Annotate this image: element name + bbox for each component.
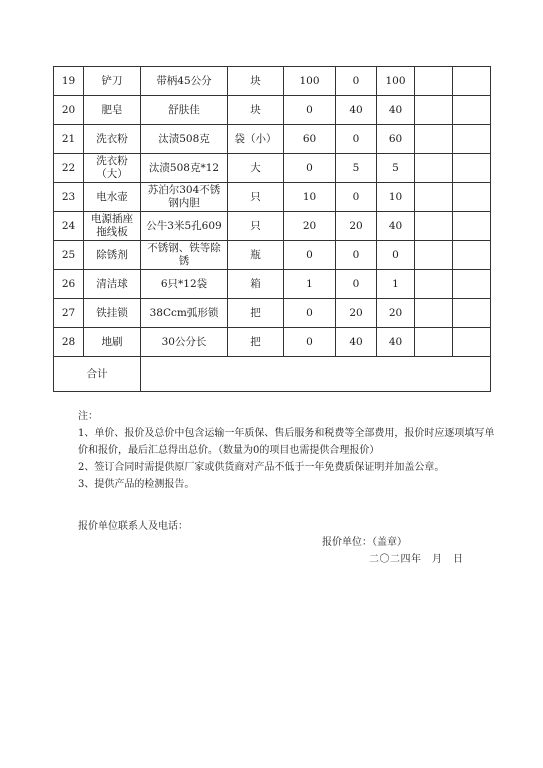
item-unit: 瓶: [228, 241, 284, 270]
item-name: 清洁球: [84, 270, 141, 299]
item-unit: 大: [228, 154, 284, 183]
item-spec: 汰渍508克*12: [141, 154, 228, 183]
unit-price[interactable]: [415, 299, 453, 328]
row-number: 26: [54, 270, 84, 299]
qty-total: 40: [377, 96, 415, 125]
qty-b: 40: [336, 328, 377, 357]
item-spec: 苏泊尔304不锈钢内胆: [141, 183, 228, 212]
quote-unit-label: 报价单位：（盖章）: [322, 537, 407, 548]
row-number: 27: [54, 299, 84, 328]
table-row: [54, 67, 491, 96]
unit-price[interactable]: [415, 328, 453, 357]
item-unit: 块: [228, 96, 284, 125]
qty-a: 100: [284, 67, 336, 96]
unit-price[interactable]: [415, 125, 453, 154]
qty-b: 5: [336, 154, 377, 183]
item-spec: 汰渍508克: [141, 125, 228, 154]
item-spec: 舒肤佳: [141, 96, 228, 125]
row-number: 23: [54, 183, 84, 212]
qty-total: 40: [377, 212, 415, 241]
unit-price[interactable]: [415, 154, 453, 183]
qty-a: 20: [284, 212, 336, 241]
quote-price[interactable]: [453, 154, 491, 183]
item-unit: 把: [228, 299, 284, 328]
quote-price[interactable]: [453, 67, 491, 96]
row-number: 22: [54, 154, 84, 183]
qty-a: 10: [284, 183, 336, 212]
quote-price[interactable]: [453, 328, 491, 357]
table-row: [54, 299, 491, 328]
qty-total: 0: [377, 241, 415, 270]
qty-b: 0: [336, 125, 377, 154]
quote-price[interactable]: [453, 212, 491, 241]
qty-total: 5: [377, 154, 415, 183]
notes-section: [78, 408, 498, 493]
item-name: 肥皂: [84, 96, 141, 125]
row-number: 19: [54, 67, 84, 96]
qty-total: 10: [377, 183, 415, 212]
qty-b: 0: [336, 270, 377, 299]
row-number: 24: [54, 212, 84, 241]
item-name: 地刷: [84, 328, 141, 357]
item-name: 铁挂锁: [84, 299, 141, 328]
table-row: [54, 125, 491, 154]
item-spec: 38Ccm弧形锁: [141, 299, 228, 328]
qty-total: 100: [377, 67, 415, 96]
unit-price[interactable]: [415, 270, 453, 299]
total-row: [54, 357, 491, 392]
qty-a: 0: [284, 154, 336, 183]
unit-price[interactable]: [415, 183, 453, 212]
item-spec: 不锈钢、铁等除锈: [141, 241, 228, 270]
notes-heading: 注：: [78, 411, 98, 422]
item-unit: 袋（小）: [228, 125, 284, 154]
qty-total: 1: [377, 270, 415, 299]
item-name: 除锈剂: [84, 241, 141, 270]
quote-price[interactable]: [453, 96, 491, 125]
quote-price[interactable]: [453, 299, 491, 328]
table-row: [54, 154, 491, 183]
row-number: 25: [54, 241, 84, 270]
unit-price[interactable]: [415, 96, 453, 125]
item-name: 电水壶: [84, 183, 141, 212]
qty-a: 0: [284, 299, 336, 328]
row-number: 20: [54, 96, 84, 125]
table-row: [54, 270, 491, 299]
item-spec: 30公分长: [141, 328, 228, 357]
qty-total: 60: [377, 125, 415, 154]
unit-price[interactable]: [415, 241, 453, 270]
total-label: 合计: [54, 357, 141, 392]
qty-total: 40: [377, 328, 415, 357]
table-row: [54, 241, 491, 270]
table-row: [54, 183, 491, 212]
qty-a: 0: [284, 96, 336, 125]
quote-price[interactable]: [453, 270, 491, 299]
unit-price[interactable]: [415, 212, 453, 241]
item-spec: 公牛3米5孔609: [141, 212, 228, 241]
item-spec: 6只*12袋: [141, 270, 228, 299]
total-value[interactable]: [141, 357, 491, 392]
qty-a: 1: [284, 270, 336, 299]
table-row: [54, 212, 491, 241]
item-name: 洗衣粉（大）: [84, 154, 141, 183]
qty-b: 0: [336, 241, 377, 270]
row-number: 28: [54, 328, 84, 357]
note-item-1: 1、单价、报价及总价中包含运输一年质保、售后服务和税费等全部费用，报价时应逐项填写单价和报价，最后汇总得出总价。（数量为0的项目也需提供合理报价）: [78, 428, 495, 456]
item-unit: 只: [228, 183, 284, 212]
note-item-3: 3、提供产品的检测报告。: [78, 479, 195, 490]
item-unit: 块: [228, 67, 284, 96]
item-unit: 箱: [228, 270, 284, 299]
qty-b: 0: [336, 183, 377, 212]
table-row: [54, 328, 491, 357]
item-name: 洗衣粉: [84, 125, 141, 154]
qty-b: 20: [336, 212, 377, 241]
qty-a: 0: [284, 241, 336, 270]
item-spec: 带柄45公分: [141, 67, 228, 96]
qty-total: 20: [377, 299, 415, 328]
contact-label: 报价单位联系人及电话：: [78, 521, 188, 532]
qty-b: 40: [336, 96, 377, 125]
quote-table: [53, 66, 491, 392]
quote-price[interactable]: [453, 183, 491, 212]
qty-b: 20: [336, 299, 377, 328]
item-name: 铲刀: [84, 67, 141, 96]
table-row: [54, 96, 491, 125]
item-name: 电源插座拖线板: [84, 212, 141, 241]
date-line: 二〇二四年 月 日: [369, 554, 464, 565]
item-unit: 把: [228, 328, 284, 357]
quote-price[interactable]: [453, 241, 491, 270]
row-number: 21: [54, 125, 84, 154]
qty-a: 0: [284, 328, 336, 357]
item-unit: 只: [228, 212, 284, 241]
unit-price[interactable]: [415, 67, 453, 96]
quote-price[interactable]: [453, 125, 491, 154]
qty-a: 60: [284, 125, 336, 154]
qty-b: 0: [336, 67, 377, 96]
note-item-2: 2、签订合同时需提供原厂家或供货商对产品不低于一年免费质保证明并加盖公章。: [78, 462, 445, 473]
